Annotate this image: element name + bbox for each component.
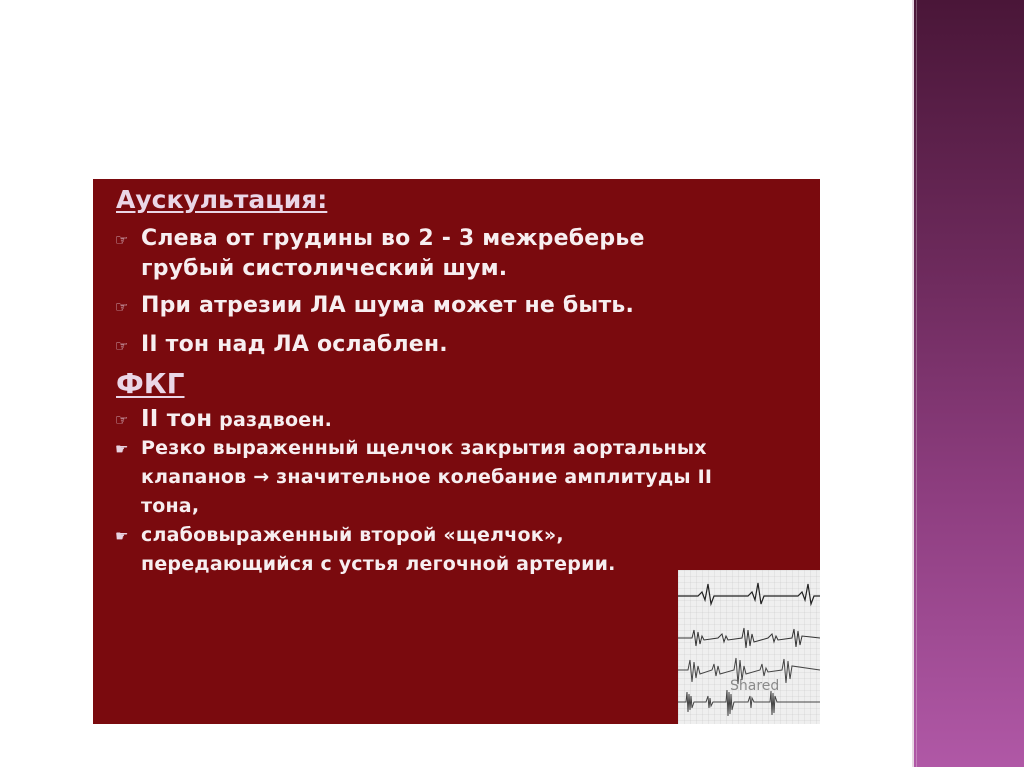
- heading-auscultation: Аускультация:: [116, 185, 328, 214]
- bullet-item: [115, 291, 775, 321]
- bullet-emphasis: II тон: [141, 406, 213, 432]
- bullet-line: грубый систолический шум.: [141, 256, 508, 281]
- pointing-hand-icon: ☞: [115, 337, 129, 355]
- bullet-text: При атрезии ЛА шума может не быть.: [141, 293, 635, 318]
- pointing-hand-icon: ☛: [115, 527, 129, 545]
- bullet-rest: раздвоен.: [212, 409, 333, 431]
- pointing-hand-icon: ☞: [115, 298, 129, 316]
- bullet-item: [115, 224, 775, 284]
- bullet-text: [141, 224, 775, 284]
- bullet-line: Резко выраженный щелчок закрытия аортальных: [141, 437, 707, 459]
- bullet-item: [115, 404, 775, 435]
- bullet-text: [141, 404, 775, 435]
- bullet-line: передающийся с устья легочной артерии.: [141, 553, 616, 575]
- bullet-item: [115, 434, 815, 521]
- bullet-line: Слева от грудины во 2 - 3 межреберье: [141, 226, 645, 251]
- bullet-text: [141, 521, 735, 579]
- bullet-line: слабовыраженный второй «щелчок»,: [141, 524, 564, 546]
- phonocardiogram-image: [678, 570, 820, 724]
- pointing-hand-icon: ☛: [115, 440, 129, 458]
- bullet-item: [115, 330, 775, 360]
- decorative-side-strip: [912, 0, 1024, 767]
- pointing-hand-icon: ☞: [115, 411, 129, 429]
- bullet-text: II тон над ЛА ослаблен.: [141, 332, 448, 357]
- image-watermark: Shared: [730, 678, 780, 694]
- phonocardiogram-trace: [678, 570, 820, 724]
- bullet-line: клапанов → значительное колебание амплитуды II: [141, 466, 713, 488]
- heading-fkg: ФКГ: [116, 367, 185, 400]
- bullet-line: тона,: [141, 495, 200, 517]
- bullet-text: [141, 434, 815, 521]
- pointing-hand-icon: ☞: [115, 231, 129, 249]
- bullet-item: [115, 521, 735, 579]
